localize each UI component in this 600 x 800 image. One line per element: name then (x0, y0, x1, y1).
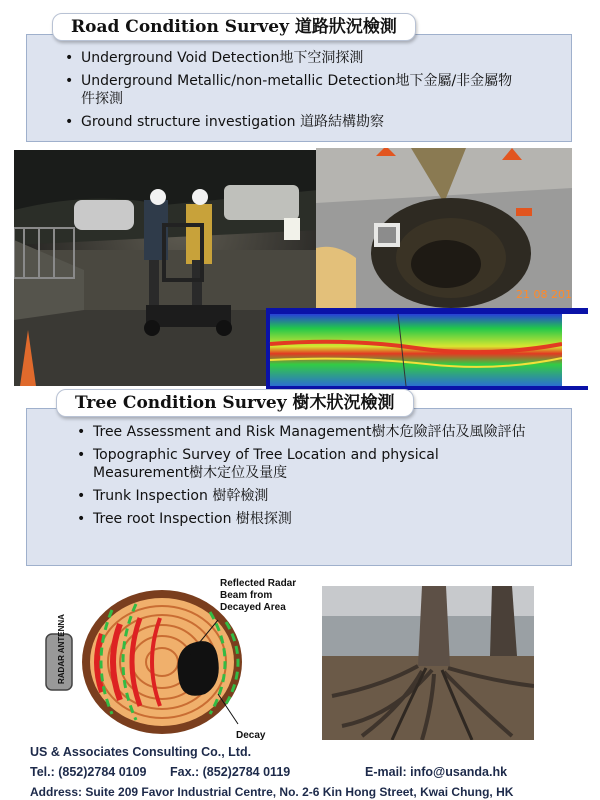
road-survey-title: Road Condition Survey 道路狀況檢測 (52, 13, 416, 41)
radar-antenna-label: RADAR ANTENNA (57, 614, 66, 684)
tree-root-photo (322, 586, 534, 740)
footer-company: US & Associates Consulting Co., Ltd. (30, 745, 252, 759)
road-item-void: • Underground Void Detection地下空洞探測 (63, 49, 571, 67)
footer-email: E-mail: info@usanda.hk (365, 765, 508, 779)
road-survey-list (63, 49, 571, 131)
photo-date-stamp: 21 08 201 (516, 288, 572, 301)
road-item-structure: • Ground structure investigation 道路結構勘察 (63, 113, 571, 131)
tree-radar-diagram (40, 574, 310, 744)
tree-item-topographic: • Topographic Survey of Tree Location and physical Measurement樹木定位及量度 (75, 446, 513, 482)
footer-contact (30, 765, 590, 779)
tree-survey-panel (26, 408, 572, 566)
gpr-radargram (266, 308, 588, 390)
road-item-metallic: • Underground Metallic/non-metallic Detection地下金屬/非金屬物件探測 (63, 72, 521, 108)
decay-label: Decay (236, 730, 266, 741)
tree-item-root: • Tree root Inspection 樹根探測 (75, 510, 571, 528)
footer-fax: Fax.: (852)2784 0119 (170, 765, 291, 779)
tree-item-trunk: • Trunk Inspection 樹幹檢測 (75, 487, 571, 505)
reflected-beam-label: Reflected Radar Beam from Decayed Area (220, 578, 297, 613)
tree-survey-title: Tree Condition Survey 樹木狀況檢測 (56, 389, 414, 417)
footer-tel: Tel.: (852)2784 0109 (30, 765, 147, 779)
road-void-photo (316, 148, 572, 308)
tree-survey-list (75, 423, 571, 528)
road-survey-panel (26, 34, 572, 142)
footer-address: Address: Suite 209 Favor Industrial Centre, No. 2-6 Kin Hong Street, Kwai Chung, HK (30, 785, 514, 799)
tree-item-assessment: • Tree Assessment and Risk Management樹木危險評估及風險評估 (75, 423, 533, 441)
